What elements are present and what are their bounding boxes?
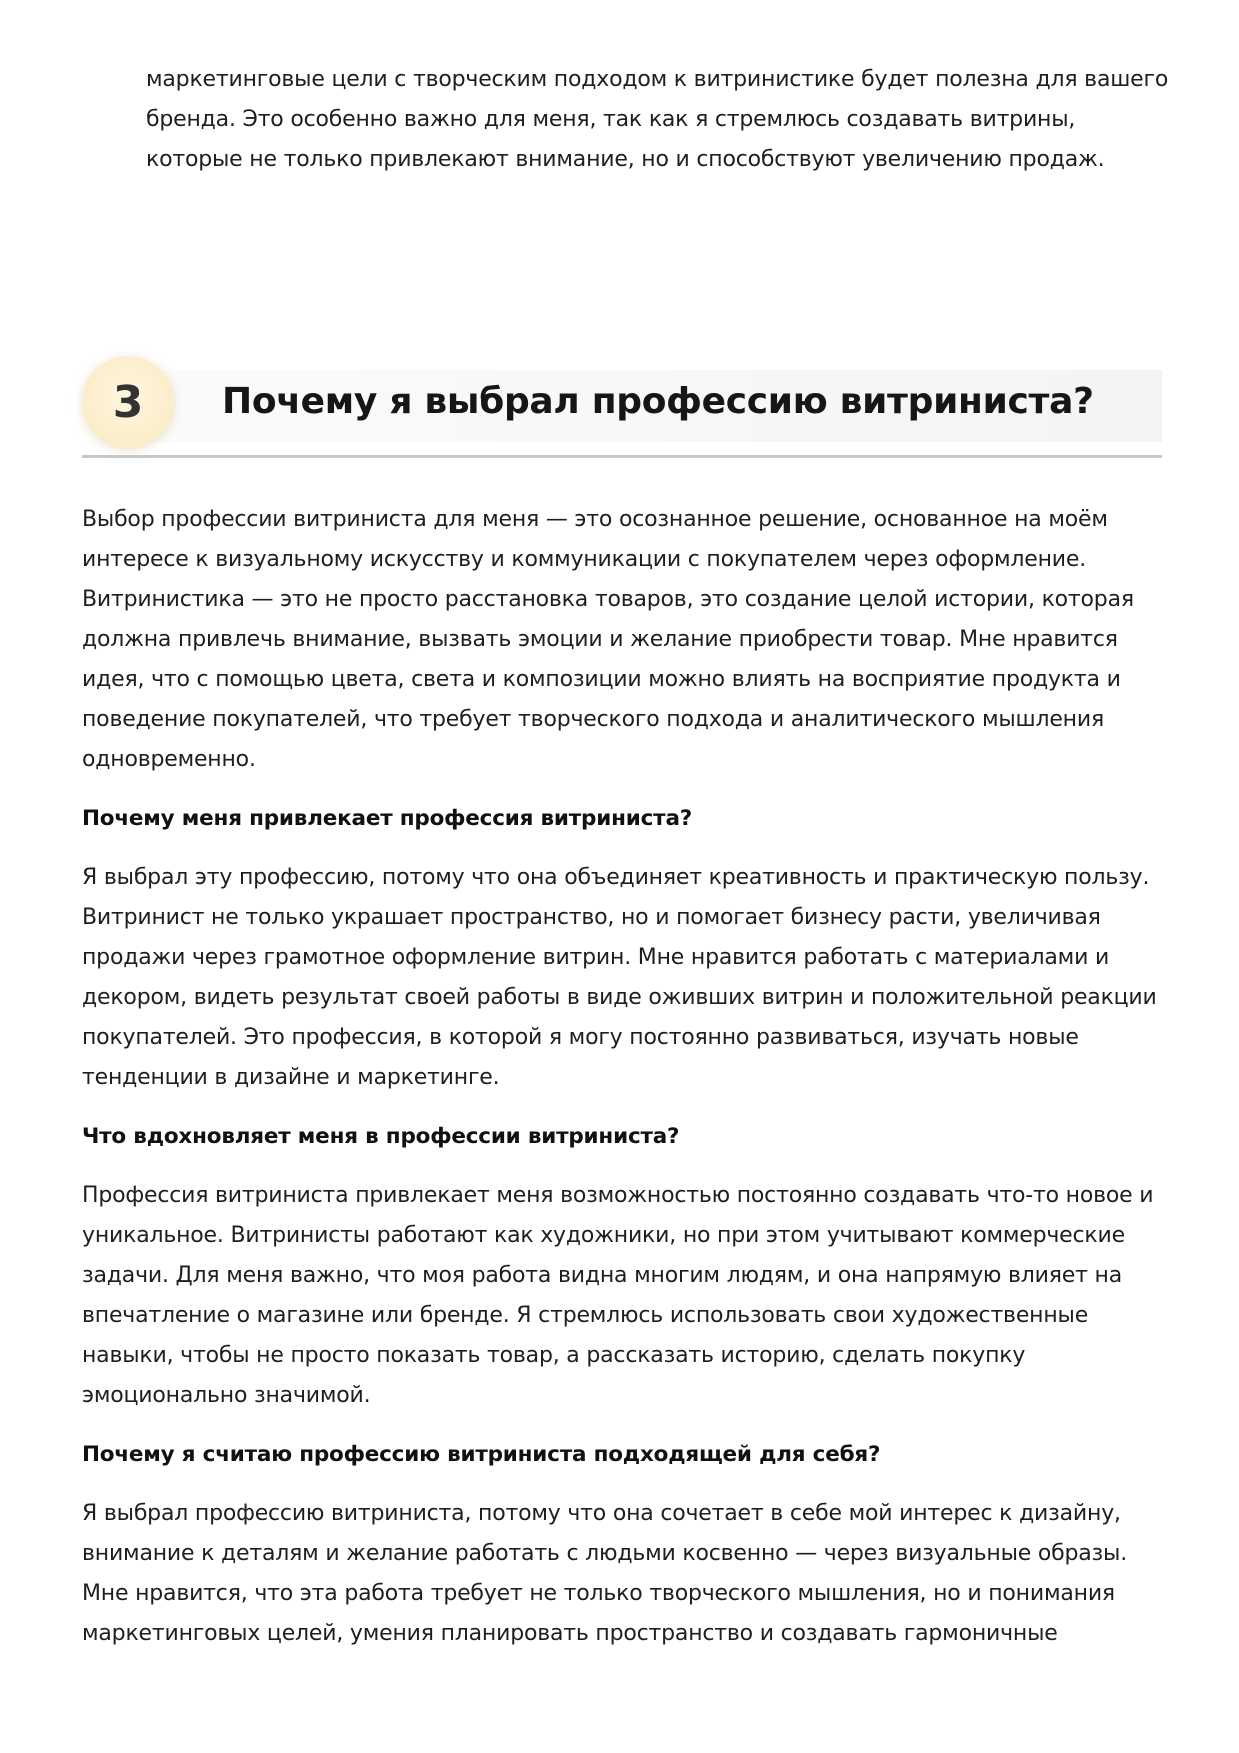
intro-fragment: маркетинговые цели с творческим подходом к витринистике будет полезна для вашего бренда. Это особенно важно для меня, так как я стремлюсь создавать витрины, которые не только привлекают внимание, но и способствуют увеличению продаж. [146, 67, 1169, 172]
section-header [82, 356, 1162, 458]
section-number-badge: 3 [82, 356, 174, 448]
subsection-text: Я выбрал эту профессию, потому что она объединяет креативность и практическую пользу. Витринист не только украшает пространство, но и помогает бизнесу расти, увеличивая продажи через грамотное оформление витрин. Мне нравится работать с материалами и декором, видеть результат своей работы в виде оживших витрин и положительной реакции покупателей. Это профессия, в которой я могу постоянно развиваться, изучать новые тенденции в дизайне и маркетинге. [82, 865, 1157, 1090]
section-intro: Выбор профессии витриниста для меня — это осознанное решение, основанное на моём интересе к визуальному искусству и коммуникации с покупателем через оформление. Витринистика — это не просто расстановка товаров, это создание целой истории, которая должна привлечь внимание, вызвать эмоции и желание приобрести товар. Мне нравится идея, что с помощью цвета, света и композиции можно влиять на восприятие продукта и поведение покупателей, что требует творческого подхода и аналитического мышления одновременно. [82, 507, 1134, 772]
section-content [82, 500, 1167, 1673]
header-divider [82, 455, 1162, 458]
subsection-text: Я выбрал профессию витриниста, потому что она сочетает в себе мой интерес к дизайну, внимание к деталям и желание работать с людьми косвенно — через визуальные образы. Мне нравится, что эта работа требует не только творческого мышления, но и понимания маркетинговых целей, умения планировать пространство и создавать гармоничные [82, 1501, 1128, 1646]
subsection-text: Профессия витриниста привлекает меня возможностью постоянно создавать что-то новое и уникальное. Витринисты работают как художники, но при этом учитывают коммерческие задачи. Для меня важно, что моя работа видна многим людям, и она напрямую влияет на впечатление о магазине или бренде. Я стремлюсь использовать свои художественные навыки, чтобы не просто показать товар, а рассказать историю, сделать покупку эмоционально значимой. [82, 1183, 1154, 1408]
subsection-heading: Почему меня привлекает профессия витриниста? [82, 806, 693, 831]
subsection-heading: Почему я считаю профессию витриниста подходящей для себя? [82, 1442, 881, 1467]
section-title: Почему я выбрал профессию витриниста? [222, 381, 1094, 422]
subsection-heading: Что вдохновляет меня в профессии витриниста? [82, 1124, 680, 1149]
